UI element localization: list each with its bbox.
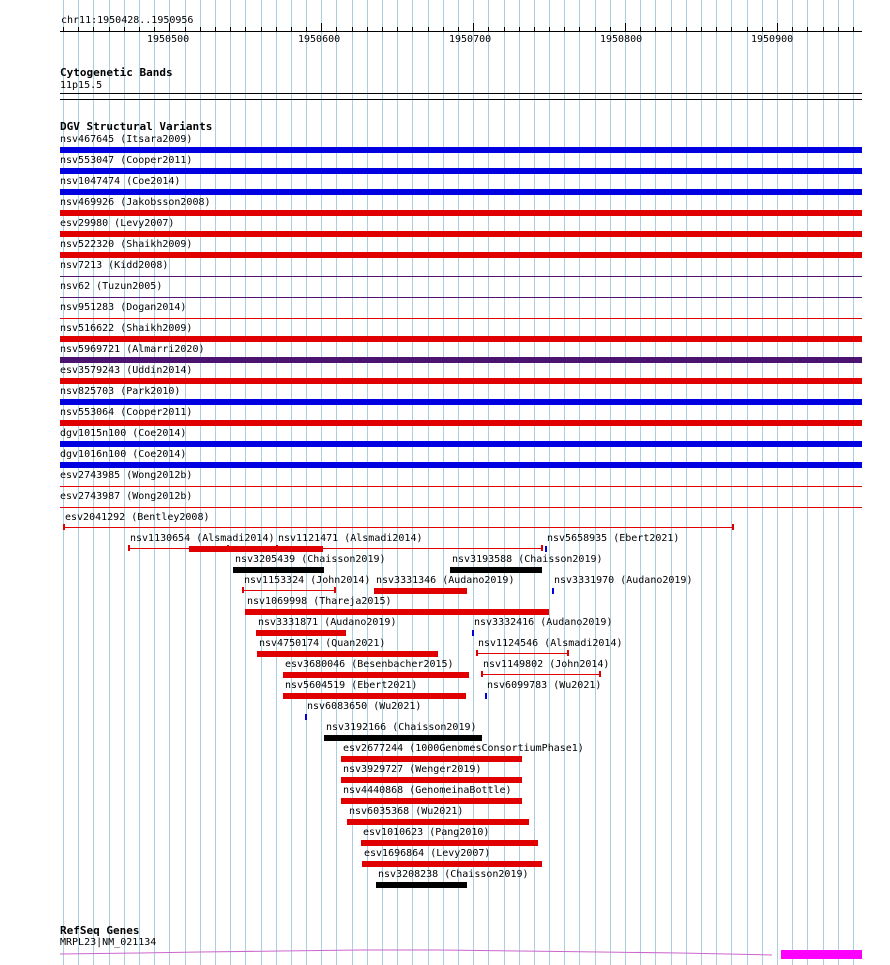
variant-label[interactable]: dgv1015n100 (Coe2014) bbox=[60, 428, 187, 439]
dgv-track-title[interactable]: DGV Structural Variants bbox=[60, 120, 213, 133]
variant-label[interactable]: nsv553064 (Cooper2011) bbox=[60, 407, 193, 418]
ruler-tick-label: 1950700 bbox=[449, 34, 492, 45]
variant-label[interactable]: nsv3193588 (Chaisson2019) bbox=[452, 554, 603, 565]
variant-label[interactable]: nsv6083650 (Wu2021) bbox=[307, 701, 422, 712]
variant-label[interactable]: esv2743987 (Wong2012b) bbox=[60, 491, 193, 502]
variant-label[interactable]: nsv516622 (Shaikh2009) bbox=[60, 323, 193, 334]
variant-label[interactable]: nsv1149802 (John2014) bbox=[483, 659, 610, 670]
variant-label[interactable]: esv3680046 (Besenbacher2015) bbox=[285, 659, 454, 670]
refseq-gene-label[interactable]: MRPL23|NM_021134 bbox=[60, 937, 157, 948]
variant-label[interactable]: nsv3192166 (Chaisson2019) bbox=[326, 722, 477, 733]
variant-label[interactable]: nsv4440868 (GenomeinaBottle) bbox=[343, 785, 512, 796]
variant-label[interactable]: esv3579243 (Uddin2014) bbox=[60, 365, 193, 376]
variant-label[interactable]: nsv1130654 (Alsmadi2014) bbox=[130, 533, 275, 544]
variant-label[interactable]: nsv6099783 (Wu2021) bbox=[487, 680, 602, 691]
variant-label[interactable]: nsv62 (Tuzun2005) bbox=[60, 281, 163, 292]
variant-label[interactable]: nsv3205439 (Chaisson2019) bbox=[235, 554, 386, 565]
variant-label[interactable]: nsv1047474 (Coe2014) bbox=[60, 176, 181, 187]
cytoband-label: 11p15.5 bbox=[60, 80, 103, 91]
variant-label[interactable]: nsv3208238 (Chaisson2019) bbox=[378, 869, 529, 880]
cytoband-track-title[interactable]: Cytogenetic Bands bbox=[60, 66, 173, 79]
ruler-tick-label: 1950600 bbox=[298, 34, 341, 45]
variant-label[interactable]: esv2743985 (Wong2012b) bbox=[60, 470, 193, 481]
variant-label[interactable]: esv1010623 (Pang2010) bbox=[363, 827, 490, 838]
variant-label[interactable]: nsv6035368 (Wu2021) bbox=[349, 806, 464, 817]
variant-label[interactable]: esv2677244 (1000GenomesConsortiumPhase1) bbox=[343, 743, 584, 754]
variant-label[interactable]: nsv825703 (Park2010) bbox=[60, 386, 181, 397]
variant-label[interactable]: nsv5969721 (Almarri2020) bbox=[60, 344, 205, 355]
variant-label[interactable]: nsv3331970 (Audano2019) bbox=[554, 575, 693, 586]
ruler-location-label: chr11:1950428..1950956 bbox=[61, 15, 194, 26]
variant-label[interactable]: nsv5658935 (Ebert2021) bbox=[547, 533, 680, 544]
variant-label[interactable]: nsv469926 (Jakobsson2008) bbox=[60, 197, 211, 208]
refseq-track-title[interactable]: RefSeq Genes bbox=[60, 924, 140, 937]
variant-label[interactable]: nsv951283 (Dogan2014) bbox=[60, 302, 187, 313]
variant-label[interactable]: esv2041292 (Bentley2008) bbox=[65, 512, 210, 523]
ruler-tick-label: 1950800 bbox=[600, 34, 643, 45]
variant-label[interactable]: nsv4750174 (Quan2021) bbox=[259, 638, 386, 649]
ruler-tick-label: 1950500 bbox=[147, 34, 190, 45]
ruler-tick-label: 1950900 bbox=[751, 34, 794, 45]
variant-label[interactable]: nsv1153324 (John2014) bbox=[244, 575, 371, 586]
gene-exon[interactable] bbox=[781, 950, 862, 959]
variant-label[interactable]: nsv522320 (Shaikh2009) bbox=[60, 239, 193, 250]
variant-label[interactable]: nsv3929727 (Wenger2019) bbox=[343, 764, 482, 775]
variant-label[interactable]: nsv553047 (Cooper2011) bbox=[60, 155, 193, 166]
gene-intron-line bbox=[60, 950, 772, 955]
variant-label[interactable]: esv1696864 (Levy2007) bbox=[364, 848, 491, 859]
variant-label[interactable]: nsv1124546 (Alsmadi2014) bbox=[478, 638, 623, 649]
variant-label[interactable]: esv29980 (Levy2007) bbox=[60, 218, 175, 229]
variant-label[interactable]: nsv3331346 (Audano2019) bbox=[376, 575, 515, 586]
variant-label[interactable]: nsv7213 (Kidd2008) bbox=[60, 260, 169, 271]
variant-label[interactable]: nsv3332416 (Audano2019) bbox=[474, 617, 613, 628]
variant-label[interactable]: nsv3331871 (Audano2019) bbox=[258, 617, 397, 628]
variant-label[interactable]: nsv1069998 (Thareja2015) bbox=[247, 596, 392, 607]
variant-label[interactable]: nsv467645 (Itsara2009) bbox=[60, 134, 193, 145]
variant-label[interactable]: nsv5604519 (Ebert2021) bbox=[285, 680, 418, 691]
variant-label[interactable]: nsv1121471 (Alsmadi2014) bbox=[278, 533, 423, 544]
variant-label[interactable]: dgv1016n100 (Coe2014) bbox=[60, 449, 187, 460]
